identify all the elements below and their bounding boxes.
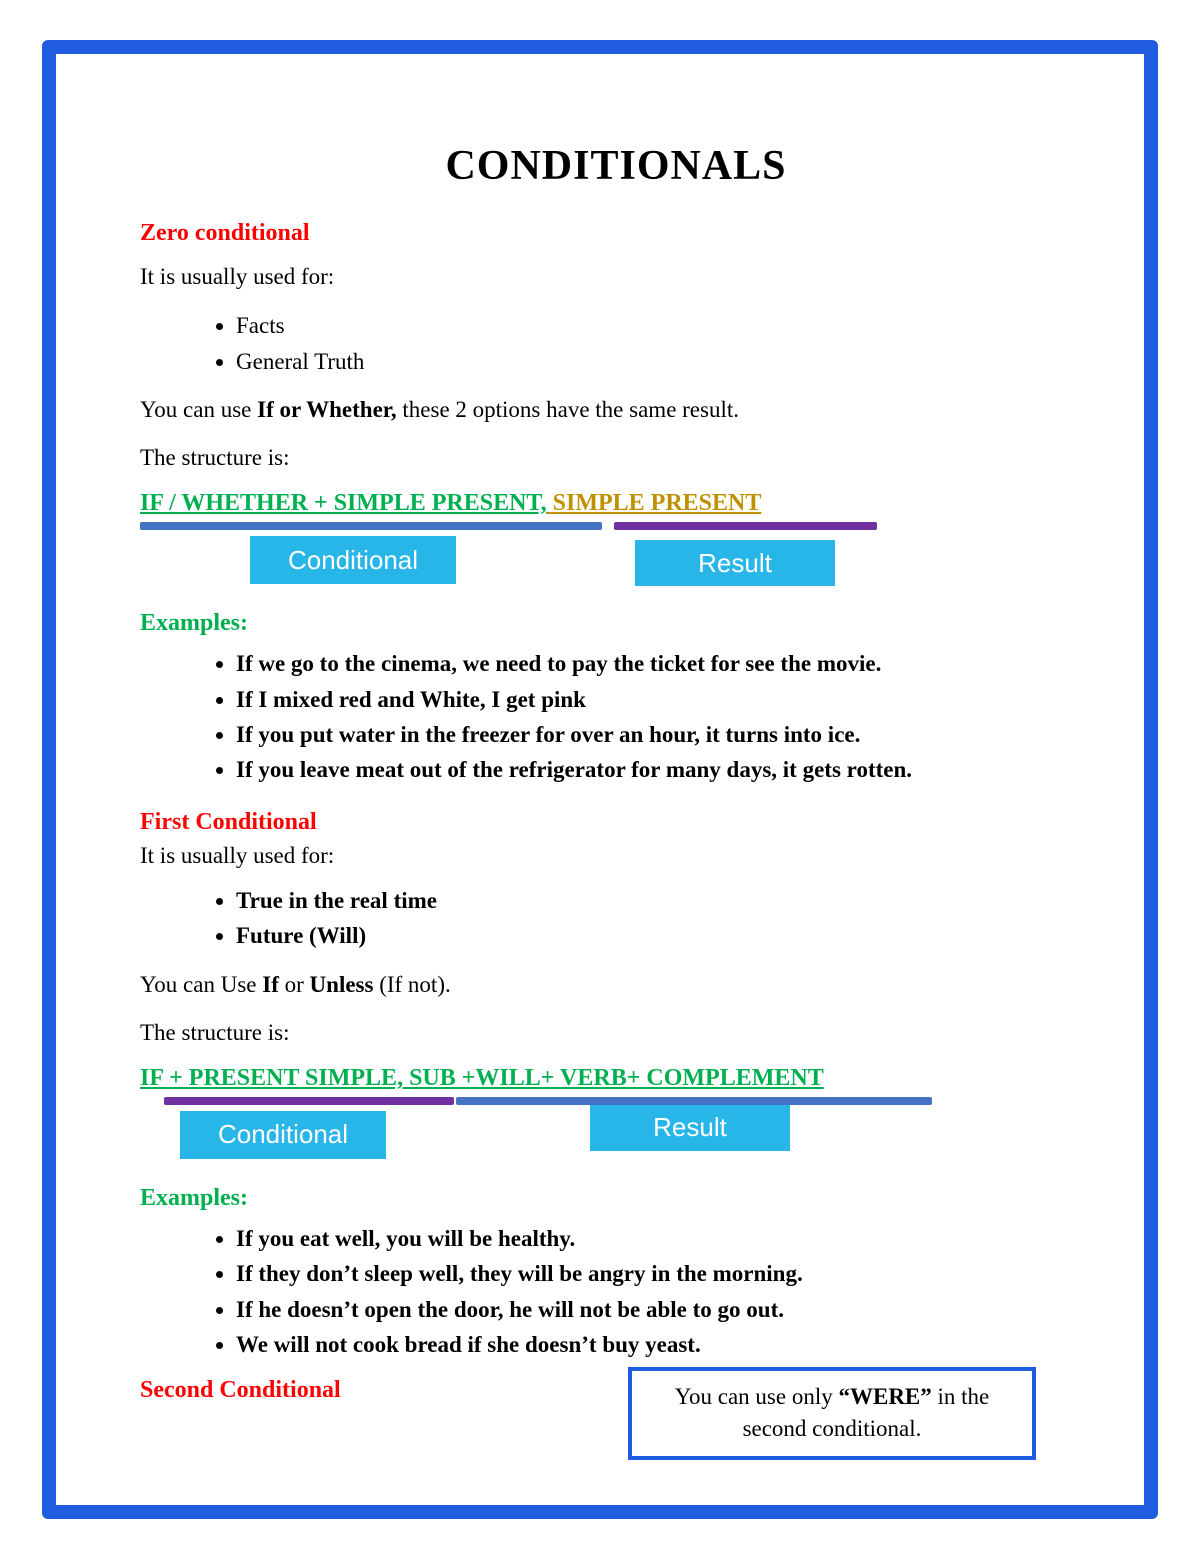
text-fragment: You can Use [140,971,263,997]
text-fragment: in the second conditional. [742,1384,990,1442]
list-item: • We will not cook bread if she doesn’t buy yeast. [236,1328,1092,1361]
result-part: SIMPLE PRESENT [546,490,762,517]
zero-use-line [140,394,1092,426]
list-item: • Future (Will) [236,919,1092,952]
text-fragment: (If not). [373,971,451,997]
zero-structure-intro: The structure is: [140,445,290,471]
conditional-underline-bar [164,1097,454,1105]
text-fragment: or [278,971,310,997]
zero-examples-heading: Examples: [140,610,248,637]
document-content [140,54,1092,1505]
list-item: • If you eat well, you will be healthy. [236,1222,1092,1255]
text-fragment-bold: If [262,971,279,997]
conditional-part: IF + PRESENT SIMPLE, [140,1064,404,1091]
second-conditional-heading: Second Conditional [140,1377,341,1404]
zero-structure-diagram [140,490,1092,594]
list-item: • If you put water in the freezer for over an hour, it turns into ice. [236,718,1092,751]
zero-examples-list [140,647,1092,786]
text-fragment: these 2 options have the same result. [396,396,740,422]
list-item: • If we go to the cinema, we need to pay the ticket for see the movie. [236,647,1092,680]
list-item: • If he doesn’t open the door, he will not be able to go out. [236,1293,1092,1326]
zero-usage-intro: It is usually used for: [140,264,335,289]
result-underline-bar [614,522,877,530]
conditional-label-box: Conditional [250,536,456,584]
zero-usage-list [140,309,1092,378]
result-underline-bar [456,1097,932,1105]
text-fragment: You can use only [674,1384,839,1410]
page-title: CONDITIONALS [445,143,787,189]
text-fragment-bold: If or Whether, [257,396,397,422]
text-fragment-bold: Unless [309,971,374,997]
list-item: • If I mixed red and White, I get pink [236,683,1092,716]
first-structure-formula [140,1065,1092,1092]
list-item: • Facts [236,309,1092,342]
first-structure-diagram [140,1065,1092,1169]
first-usage-list [140,884,1092,953]
first-conditional-heading: First Conditional [140,808,317,835]
list-item: • If they don’t sleep well, they will be angry in the morning. [236,1257,1092,1290]
result-label-box: Result [590,1105,790,1151]
result-label-box: Result [635,540,835,586]
first-structure-intro: The structure is: [140,1019,290,1045]
page-border-frame [42,40,1158,1519]
zero-conditional-heading: Zero conditional [140,220,310,246]
first-examples-list [140,1222,1092,1361]
text-fragment: You can use [140,396,258,422]
first-examples-heading: Examples: [140,1184,248,1211]
conditional-label-box: Conditional [180,1111,386,1159]
conditional-underline-bar [140,522,602,530]
list-item: • General Truth [236,345,1092,378]
result-part: SUB +WILL+ VERB+ COMPLEMENT [403,1064,824,1091]
conditional-part: IF / WHETHER + SIMPLE PRESENT, [140,490,547,517]
first-use-line [140,969,1092,1001]
were-note-box [628,1367,1036,1459]
second-conditional-section [140,1377,1092,1497]
list-item: • True in the real time [236,884,1092,917]
list-item: • If you leave meat out of the refrigerator for many days, it gets rotten. [236,753,1092,786]
zero-structure-formula [140,490,1092,517]
first-usage-intro: It is usually used for: [140,842,335,868]
text-fragment-bold: “WERE” [838,1384,932,1410]
